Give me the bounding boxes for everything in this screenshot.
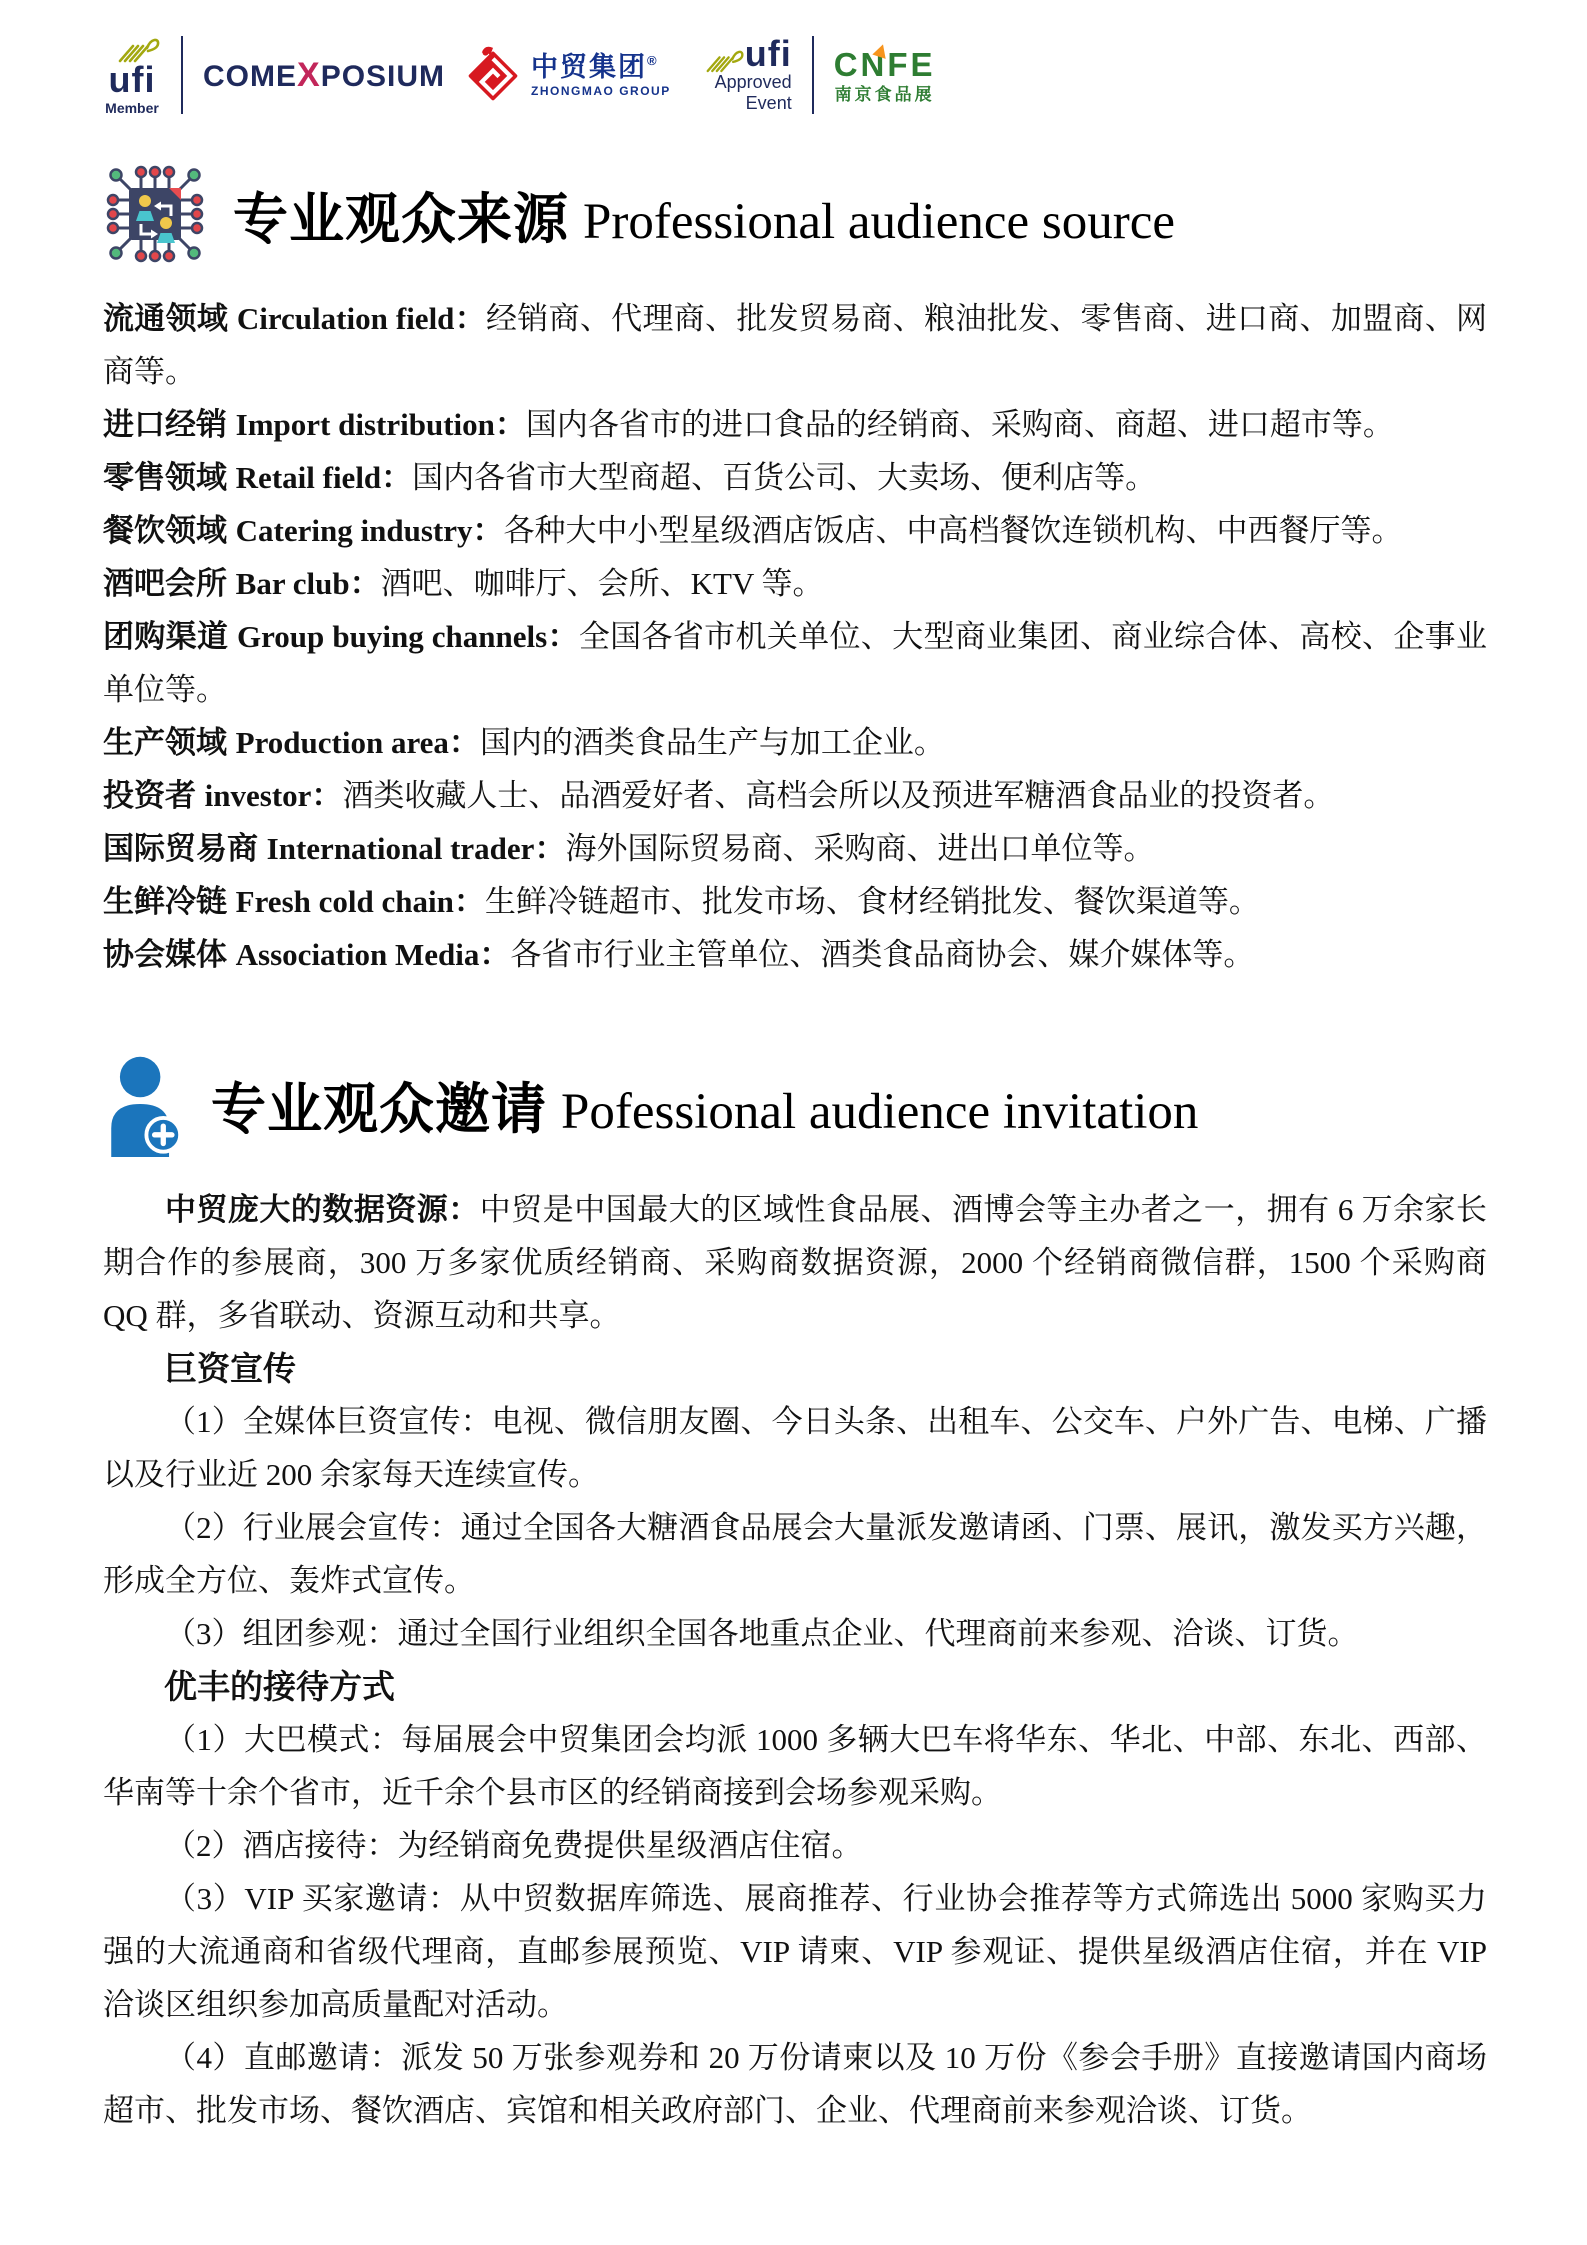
item-label-zh: 协会媒体 (103, 937, 227, 972)
add-person-icon (103, 1051, 185, 1157)
reception-paragraph: （1）大巴模式：每届展会中贸集团会均派 1000 多辆大巴车将华东、华北、中部、东北、西部、华南等十余个省市，近千余个县市区的经销商接到会场参观采购。 (103, 1722, 1487, 1810)
header-logo-strip (103, 30, 1487, 120)
section1-title-zh: 专业观众来源 (233, 187, 570, 250)
item-label-zh: 进口经销 (103, 407, 227, 442)
item-label-en: Production area： (235, 725, 480, 760)
item-text: 酒类收藏人士、品酒爱好者、高档会所以及预进军糖酒食品业的投资者。 (342, 778, 1335, 813)
ufi-approved-caption: Approved Event (714, 72, 792, 113)
section2-header (103, 1051, 1487, 1157)
audience-source-item (103, 769, 1487, 822)
section2-title-en: Pofessional audience invitation (561, 1083, 1199, 1140)
audience-source-item (103, 398, 1487, 451)
audience-source-item (103, 875, 1487, 928)
item-label-zh: 酒吧会所 (103, 566, 227, 601)
item-label-zh: 流通领域 (103, 301, 229, 336)
item-text: 国内各省市的进口食品的经销商、采购商、商超、进口超市等。 (525, 407, 1394, 442)
audience-source-item (103, 292, 1487, 398)
subheading-publicity: 巨资宣传 (164, 1350, 297, 1387)
ufi-approved-event-logo (691, 33, 792, 113)
item-label-en: Group buying channels： (236, 619, 579, 654)
ufi-member-caption: Member (105, 99, 159, 116)
intro-lead-label: 中贸庞大的数据资源： (165, 1192, 480, 1227)
intro-paragraph (103, 1183, 1487, 1342)
item-text: 生鲜冷链超市、批发市场、食材经销批发、餐饮渠道等。 (484, 884, 1260, 919)
publicity-paragraph: （3）组团参观：通过全国行业组织全国各地重点企业、代理商前来参观、洽谈、订货。 (165, 1616, 1359, 1651)
audience-source-item (103, 504, 1487, 557)
ufi-wordmark: ufi (108, 58, 156, 100)
ufi-swoosh-icon (705, 48, 745, 74)
item-text: 经销商、代理商、批发贸易商、粮油批发、零售商、进口商、加盟商、网商等。 (103, 301, 1488, 389)
cnfe-cn-caption: 南京食品展 (834, 84, 935, 104)
audience-source-item (103, 822, 1487, 875)
item-label-zh: 生产领域 (103, 725, 227, 760)
item-label-en: investor： (204, 778, 343, 813)
item-text: 各种大中小型星级酒店饭店、中高档餐饮连锁机构、中西餐厅等。 (503, 513, 1403, 548)
intro-text: 中贸是中国最大的区域性食品展、酒博会等主办者之一，拥有 6 万余家长期合作的参展商，300 万多家优质经销商、采购商数据资源，2000 个经销商微信群，1500 个采购商 QQ 群，多省联动、资源互动和共享。 (103, 1192, 1488, 1333)
section2-title (211, 1065, 1198, 1144)
ufi-wordmark: ufi (744, 33, 792, 75)
section1-title-en: Professional audience source (583, 193, 1175, 250)
section1-header (103, 162, 1487, 266)
people-exchange-chip-icon (103, 162, 207, 266)
comex-post: POSIUM (320, 59, 446, 93)
reception-paragraph: （4）直邮邀请：派发 50 万张参观券和 20 万份请柬以及 10 万份《参会手册》直接邀请国内商场超市、批发市场、餐饮酒店、宾馆和相关政府部门、企业、代理商前来参观洽谈、订货。 (103, 2040, 1487, 2128)
comex-pre: COME (203, 59, 297, 93)
item-label-zh: 团购渠道 (103, 619, 229, 654)
item-label-zh: 投资者 (103, 778, 196, 813)
cnfe-wordmark: CNFE (834, 48, 936, 81)
audience-source-item (103, 451, 1487, 504)
registered-mark: ® (647, 52, 659, 68)
logo-divider (181, 36, 183, 114)
publicity-paragraph: （2）行业展会宣传：通过全国各大糖酒食品展会大量派发邀请函、门票、展讯，激发买方兴趣，形成全方位、轰炸式宣传。 (103, 1510, 1487, 1598)
reception-paragraph: （3）VIP 买家邀请：从中贸数据库筛选、展商推荐、行业协会推荐等方式筛选出 5000 家购买力强的大流通商和省级代理商，直邮参展预览、VIP 请柬、VIP 参观证、提供星级酒店住宿，并在 VIP 洽谈区组织参加高质量配对活动。 (103, 1881, 1487, 2022)
subheading-reception: 优丰的接待方式 (164, 1668, 396, 1705)
reception-paragraph: （2）酒店接待：为经销商免费提供星级酒店住宿。 (165, 1828, 863, 1863)
comex-x: X (297, 55, 321, 94)
comexposium-logo (203, 56, 445, 95)
item-text: 国内的酒类食品生产与加工企业。 (479, 725, 945, 760)
item-text: 各省市行业主管单位、酒类食品商协会、媒介媒体等。 (510, 937, 1255, 972)
item-label-zh: 零售领域 (103, 460, 227, 495)
item-label-en: Association Media： (235, 937, 511, 972)
item-label-en: Bar club： (235, 566, 381, 601)
audience-source-item (103, 610, 1487, 716)
item-text: 海外国际贸易商、采购商、进出口单位等。 (565, 831, 1155, 866)
zhongmao-en: ZHONGMAO GROUP (531, 83, 671, 98)
zhongmao-cn: 中贸集团® (531, 51, 659, 82)
item-text: 全国各省市机关单位、大型商业集团、商业综合体、高校、企事业单位等。 (103, 619, 1488, 707)
audience-invitation-body (103, 1183, 1487, 2137)
section2-title-zh: 专业观众邀请 (211, 1077, 548, 1140)
item-label-en: International trader： (266, 831, 566, 866)
audience-source-item (103, 716, 1487, 769)
item-label-en: Circulation field： (236, 301, 487, 336)
item-label-en: Catering industry： (235, 513, 504, 548)
audience-source-list (103, 292, 1487, 981)
audience-source-item (103, 557, 1487, 610)
zhongmao-logo (465, 44, 671, 106)
cnfe-logo (833, 45, 936, 104)
logo-divider (812, 36, 814, 114)
item-label-zh: 生鲜冷链 (103, 884, 227, 919)
item-text: 酒吧、咖啡厅、会所、KTV 等。 (380, 566, 824, 601)
publicity-paragraph: （1）全媒体巨资宣传：电视、微信朋友圈、今日头条、出租车、公交车、户外广告、电梯、广播以及行业近 200 余家每天连续宣传。 (103, 1404, 1487, 1492)
item-label-zh: 餐饮领域 (103, 513, 227, 548)
item-text: 国内各省市大型商超、百货公司、大卖场、便利店等。 (412, 460, 1157, 495)
item-label-en: Retail field： (235, 460, 413, 495)
item-label-zh: 国际贸易商 (103, 831, 258, 866)
audience-source-item (103, 928, 1487, 981)
dragon-emblem-icon (465, 44, 521, 106)
item-label-en: Fresh cold chain： (235, 884, 485, 919)
item-label-en: Import distribution： (235, 407, 526, 442)
ufi-member-logo (103, 36, 161, 115)
section1-title (233, 175, 1175, 254)
